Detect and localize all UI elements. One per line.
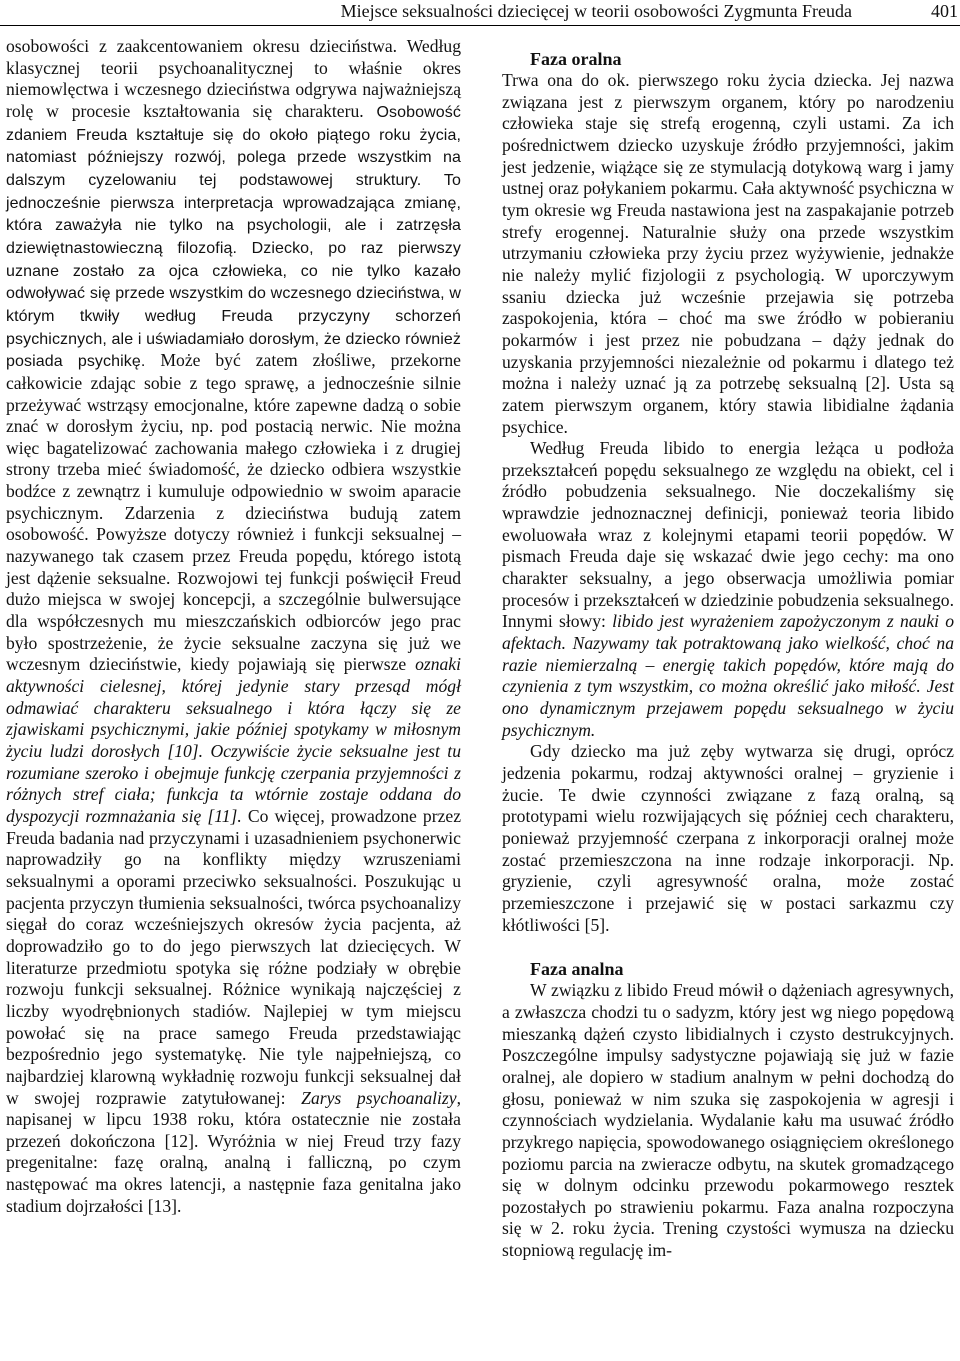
body-paragraph (6, 36, 461, 1217)
text-run: osobowości z zaakcentowaniem okresu dzieciństwa. Według klasycznej teorii psychoanalitycznej to właśnie okres niemowlęctwa i wczesnego dzieciństwa odgrywa najważniejszą rolę w procesie kształtowania się charakteru. (6, 36, 461, 121)
page-number: 401 (931, 1, 958, 21)
text-run: , napisanej w lipcu 1938 roku, która ostatecznie nie została przezeń dokończona [12]. Wyróżnia w niej Freud trzy fazy pregenitalne: fazę oralną, analną i falliczną, po czym następować ma okres latencji, a następnie faza genitalna jako stadium dojrzałości [13]. (6, 1087, 461, 1216)
header-rule (0, 25, 960, 26)
left-column (6, 36, 461, 1217)
text-run: Co więcej, prowadzone przez Freuda badania nad przyczynami i uzasadnieniem psychonerwic naprowadziły go na konflikty między wzruszeniami seksualnymi a oporami przeciwko seksualności. Poszukując u pacjenta przyczyn tłumienia seksualności, twórca psychoanalizy sięgał do coraz wcześniejszych okresów życia pacjenta, aż doprowadziło go to do jego pierwszych lat dziecięcych. W literaturze przedmiotu spotyka się różne podziały w obrębie rozwoju funkcji seksualnej. Różnice wynikają najczęściej z liczby wyodrębnionych stadiów. Najlepiej w tym miejscu powołać się na prace samego Freuda przedstawiając bezpośrednio jego systematykę. Nie tyle najpełniejszą, co najbardziej klarowną wykładnię rozwoju funkcji seksualnej dał w swojej rozprawie zatytułowanej: (6, 805, 461, 1108)
section-heading-anal: Faza analna (530, 959, 624, 980)
body-paragraph: Trwa ona do ok. pierwszego roku życia dziecka. Jej nazwa związana jest z pierwszym organem, który po narodzeniu człowieka staje się strefą erogenną, czyli ustami. Za ich pośrednictwem dziecko uzyskuje źródło przyjemności, jakim jest jedzenie, wiążące się ze stymulacją dotykową warg i jamy ustnej oraz połykaniem pokarmu. Cała aktywność psychiczna w tym okresie wg Freuda nastawiona jest na zaspakajanie potrzeb strefy erogennej. Naturalnie służy ona przede wszystkim utrzymaniu człowieka przy życiu przez wyżywienie, jednakże nie należy mylić fizjologii z psychologią. W uporczywym ssaniu dziecka już wcześnie przejawia się potrzeba zaspokojenia, która – choć ma swe źródło w pobieraniu pokarmów i jest przez nie pobudzana – dąży jednak do uzyskania przyjemności niezależnie od pokarmu i dlatego też można i należy uznać ją za potrzebę seksualną [2]. Usta są zatem pierwszym organem, który stawia libidialne żądania psychice. (502, 70, 954, 437)
text-run: Może być zatem złośliwe, przekorne całkowicie zdając sobie z tego sprawę, a jednocześnie silnie przeżywać wstrząsy emocjonalne, które zapewne dadzą o sobie znać w dorosłym życiu, np. pod postacią nerwic. Nie można więc bagatelizować zachowania małego człowieka i z drugiej strony trzeba mieć świadomość, że dziecko odbiera wszystkie bodźce z zewnątrz i kumuluje odpowiednio w swoim aparacie psychicznym. Zdarzenia z dzieciństwa budują zatem osobowość. Powyższe dotyczy również i funkcji seksualnej – nazywanego tak czasem przez Freuda popędu, którego istotą jest dążenie seksualne. Rozwojowi tej funkcji poświęcił Freud dużo miejsca w swojej koncepcji, a szczególnie bulwersujące dla współczesnych mu mieszczańskich odbiorców jego prac było spostrzeżenie, że życie seksualne zaczyna się już we wczesnym dzieciństwie, kiedy pojawiają się pierwsze (6, 350, 461, 675)
body-paragraph: Gdy dziecko ma już zęby wytwarza się drugi, oprócz jedzenia pokarmu, rodzaj aktywności oralnej – gryzienie i żucie. Te dwie czynności związane z fazą oralną, są prototypami wielu rozwijających się później cech charakteru, ponieważ przyjemność czerpana z inkorporacji oralnej może zostać przemieszczona na inne rodzaje inkorporacji. Np. gryzienie, czyli agresywność oralna, może zostać przemieszczone i przejawić się w postaci sarkazmu czy kłótliwości [5]. (502, 741, 954, 935)
text-run-italic: oznaki aktywności cielesnej, której jedynie stary przesąd mógł odmawiać charakteru seksualnego i która łączy się ze zjawiskami psychicznymi, jakie później spotykamy w miłosnym życiu ludzi dorosłych [10]. Oczywiście życie seksualne jest tu rozumiane szeroko i obejmuje funkcję czerpania przyjemności z różnych stref ciała; funkcja ta wtórnie zostaje oddana do dyspozycji rozmnażania się [11]. (6, 654, 461, 826)
text-run: Według Freuda libido to energia leżąca u podłoża przekształceń popędu seksualnego ze względu na obiekt, cel i źródło pobudzenia seksualnego. Nie doczekaliśmy się wprawdzie jednoznacznej definicji, ponieważ teoria libido ewoluowała wraz z kolejnymi etapami teorii popędów. W pismach Freuda daje się wskazać dwie jego cechy: ma ono charakter seksualny, a jego obserwacja umożliwia pomiar procesów i przekształceń w dziedzinie pobudzenia seksualnego. Innymi słowy: (502, 438, 954, 632)
body-paragraph (502, 438, 954, 741)
right-column (502, 48, 954, 1262)
section-heading-oral: Faza oralna (530, 49, 622, 69)
book-title-italic: Zarys psychoanalizy (301, 1087, 457, 1108)
text-run-sans: Osobowość zdaniem Freuda kształtuje się do około piątego roku życia, natomiast późniejszy rozwój, polega przede wszystkim na dalszym cyzelowaniu tej podstawowej struktury. To jednocześnie pierwsza interpretacja wprowadzająca zmianę, która zaważyła nie tylko na psychologii, ale i zatrzęsła dziewiętnastowieczną filozofią. Dziecko, po raz pierwszy uznane zostało za ojca człowieka, co nie tylko kazało odwoływać się przede wszystkim do wczesnego dzieciństwa, w którym tkwiły według Freuda przyczyny schorzeń psychicznych, ale i uświadamiało dorosłym, że dziecko również posiada psychikę. (6, 103, 461, 371)
text-run-italic: libido jest wyrażeniem zapożyczonym z nauki o afektach. Nazywamy tak potraktowaną jako wielkość, choć na razie niemierzalną – energię takich popędów, które mają do czynienia z tym wszystkim, co można określić jako miłość. Jest ono dynamicznym przejawem popędu seksualnego w życiu psychicznym. (502, 611, 954, 740)
running-title: Miejsce seksualności dziecięcej w teorii osobowości Zygmunta Freuda (340, 1, 852, 21)
body-paragraph: W związku z libido Freud mówił o dążeniach agresywnych, a zwłaszcza chodzi tu o sadyzm, który jest wg niego popędową mieszanką dążeń czysto libidialnych i czysto destrukcyjnych. Poszczególne impulsy sadystyczne pojawiają się już w fazie oralnej, ale dopiero w stadium analnym w pełni dochodzą do głosu, ponieważ w nim szuka się zaspokojenia w agresji i czynnościach wydzielania. Wydalanie kału ma usuwać źródło przykrego napięcia, spowodowanego osiągnięciem określonego poziomu parcia na zwieracze odbytu, na skutek gromadzącego się w dolnym odcinku przewodu pokarmowego resztek pozostałych po strawieniu pokarmu. Faza analna rozpoczyna się w 2. roku życia. Trening czystości wymusza na dziecku stopniową regulację im- (502, 980, 954, 1261)
